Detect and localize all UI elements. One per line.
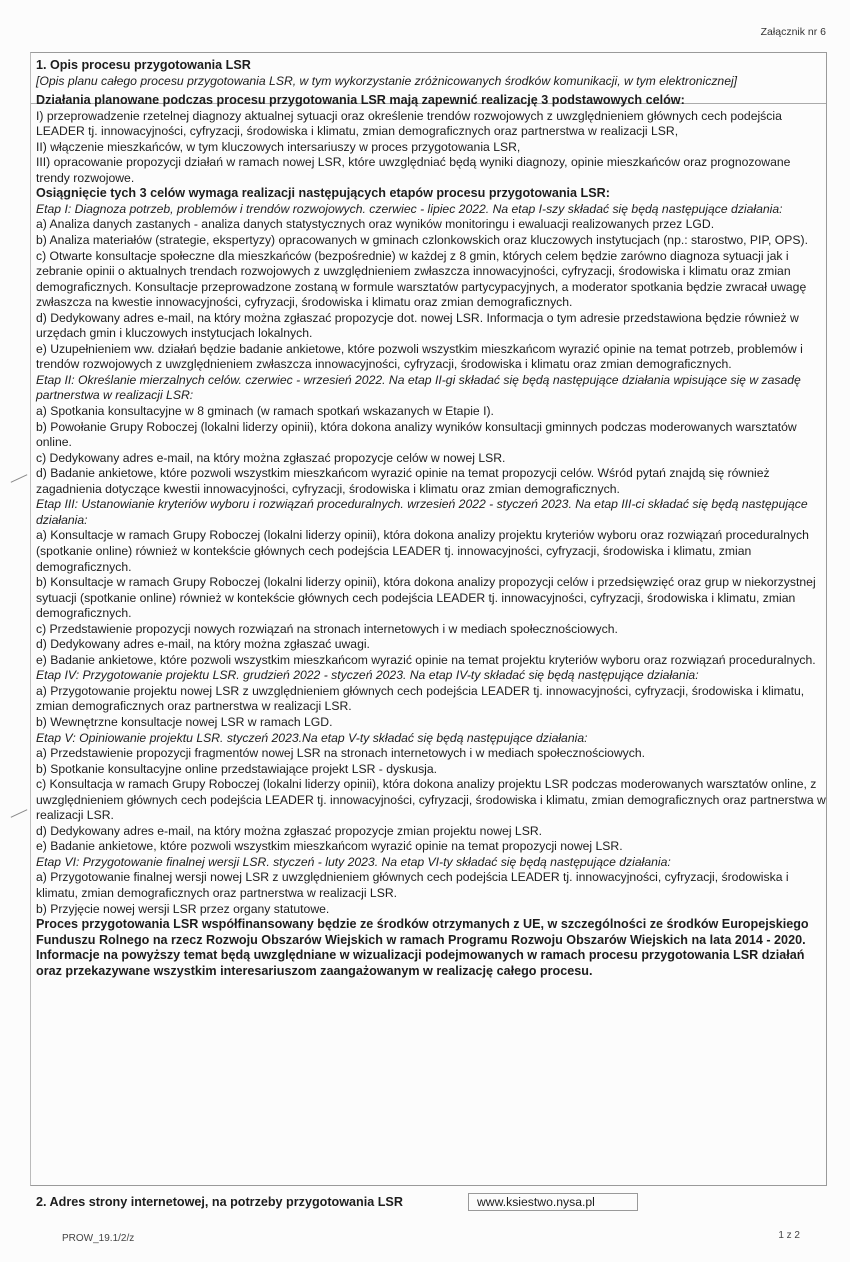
section-1-title: 1. Opis procesu przygotowania LSR (36, 58, 251, 72)
paragraph: c) Konsultacja w ramach Grupy Roboczej (lokalni liderzy opinii), która dokona analizy projektu LSR podczas moderowanych warsztatów online, z uwzględnieniem głównych cech podejścia LEADER tj. innowacyjności, cyfryzacji, środowiska i klimatu, zmian demograficznych oraz partnerstwa w realizacji LSR. (36, 777, 826, 823)
paragraph: I) przeprowadzenie rzetelnej diagnozy aktualnej sytuacji oraz określenie trendów rozwojowych z uwzględnieniem głównych cech podejścia LEADER tj. innowacyjności, cyfryzacji, środowiska i klimatu, zmian demograficznych oraz partnerstwa w realizacji LSR, (36, 108, 782, 139)
paragraph: b) Powołanie Grupy Roboczej (lokalni liderzy opinii), która dokona analizy wyników konsultacji gminnych podczas moderowanych warsztatów online. (36, 419, 797, 450)
paragraph: e) Uzupełnieniem ww. działań będzie badanie ankietowe, które pozwoli wszystkim mieszkańcom wyrazić opinie na temat potrzeb, problemów i trendów rozwojowych z uwzględnieniem zwłaszcza innowacyjności, cyfryzacji, środowiska i klimatu oraz zmian demograficznych. (36, 341, 803, 372)
stage-heading: Etap III: Ustanowianie kryteriów wyboru i rozwiązań proceduralnych. wrzesień 2022 - styczeń 2023. Na etap III-ci składać się będą następujące działania: (36, 497, 808, 527)
paragraph: a) Przygotowanie projektu nowej LSR z uwzględnieniem głównych cech podejścia LEADER tj. innowacyjności, cyfryzacji, środowiska i klimatu, zmian demograficznych oraz partnerstwa w realizacji LSR. (36, 683, 805, 714)
paragraph: d) Dedykowany adres e-mail, na który można zgłaszać uwagi. (36, 637, 370, 652)
stage-heading: Etap IV: Przygotowanie projektu LSR. grudzień 2022 - styczeń 2023. Na etap IV-ty składać się będą następujące działania: (36, 668, 699, 683)
paragraph: d) Badanie ankietowe, które pozwoli wszystkim mieszkańcom wyrazić opinie na temat propozycji celów. Wśród pytań znajdą się również zagadnienia dotyczące kwestii innowacyjności, cyfryzacji, środowiska i klimatu oraz zmian demograficznych. (36, 466, 770, 496)
paragraph: a) Konsultacje w ramach Grupy Roboczej (lokalni liderzy opinii), która dokona analizy projektu kryteriów wyboru oraz rozwiązań proceduralnych (spotkanie online) również w kontekście głównych cech podejścia LEADER tj. innowacyjności, cyfryzacji, środowiska i klimatu, zmian demograficznych. (36, 528, 809, 574)
paragraph: II) włączenie mieszkańców, w tym kluczowych intersariuszy w proces przygotowania LSR, (36, 139, 521, 154)
section-heading: Proces przygotowania LSR współfinansowany będzie ze środków otrzymanych z UE, w szczególności ze środków Europejskiego Funduszu Rolnego na rzecz Rozwoju Obszarów Wiejskich w ramach Programu Rozwoju Obszarów Wiejskich na lata 2014 - 2020. Informacje na powyższy temat będą uwzględniane w wizualizacji podejmowanych w ramach procesu przygotowania LSR działań oraz przekazywane wszystkim interesariuszom zaangażowanym w realizację całego procesu. (36, 917, 809, 978)
section-1-subtitle: [Opis planu całego procesu przygotowania LSR, w tym wykorzystanie zróżnicowanych środków komunikacji, w tym elektronicznej] (36, 73, 738, 88)
paragraph: a) Przygotowanie finalnej wersji nowej LSR z uwzględnieniem głównych cech podejścia LEADER tj. innowacyjności, cyfryzacji, środowiska i klimatu, zmian demograficznych oraz partnerstwa w realizacji LSR. (36, 870, 789, 900)
scan-mark (11, 809, 28, 818)
paragraph: c) Otwarte konsultacje społeczne dla mieszkańców (bezpośrednie) w każdej z 8 gmin, których celem będzie zarówno diagnoza sytuacji jak i zebranie opinii o aktualnych trendach rozwojowych z uwzględnieniem zwłaszcza innowacyjności, cyfryzacji, środowiska i klimatu oraz zmian demograficznych. Konsultacje przeprowadzone zostaną w formule warsztatów partycypacyjnych, a moderator spotkania będzie zwracał uwagę zwłaszcza na kwestie innowacyjności, cyfryzacji, środowiska i klimatu oraz zmian demograficznych. (36, 248, 807, 310)
paragraph: a) Analiza danych zastanych - analiza danych statystycznych oraz wyników monitoringu i ewaluacji realizowanych przez LGD. (36, 217, 715, 232)
form-code: PROW_19.1/2/z (62, 1233, 135, 1244)
stage-heading: Etap V: Opiniowanie projektu LSR. styczeń 2023.Na etap V-ty składać się będą następujące działania: (36, 730, 588, 745)
attachment-label: Załącznik nr 6 (760, 26, 826, 38)
paragraph: b) Analiza materiałów (strategie, ekspertyzy) opracowanych w gminach czlonkowskich oraz kluczowych instytucjach (np.: starostwo, PIP, OPS). (36, 233, 808, 248)
paragraph: b) Spotkanie konsultacyjne online przedstawiające projekt LSR - dyskusja. (36, 761, 438, 776)
paragraph: e) Badanie ankietowe, które pozwoli wszystkim mieszkańcom wyrazić opinie na temat projektu kryteriów wyboru oraz rozwiązań proceduralnych. (36, 652, 816, 667)
document-body (36, 58, 826, 979)
stage-heading: Etap I: Diagnoza potrzeb, problemów i trendów rozwojowych. czerwiec - lipiec 2022. Na etap I-szy składać się będą następujące działania: (36, 201, 783, 216)
paragraph: III) opracowanie propozycji działań w ramach nowej LSR, które uwzględniać będą wyniki diagnozy, opinie mieszkańców oraz prognozowane trendy rozwojowe. (36, 155, 791, 185)
paragraph: b) Wewnętrzne konsultacje nowej LSR w ramach LGD. (36, 714, 333, 729)
section-2-label: 2. Adres strony internetowej, na potrzeby przygotowania LSR (36, 1195, 403, 1209)
paragraph: a) Przedstawienie propozycji fragmentów nowej LSR na stronach internetowych i w mediach społecznościowych. (36, 746, 645, 761)
stage-heading: Etap II: Określanie mierzalnych celów. czerwiec - wrzesień 2022. Na etap II-gi składać się będą następujące działania wpisujące się w zasadę partnerstwa w realizacji LSR: (36, 372, 801, 403)
paragraph: e) Badanie ankietowe, które pozwoli wszystkim mieszkańcom wyrazić opinie na temat propozycji nowej LSR. (36, 839, 623, 854)
paragraph: b) Przyjęcie nowej wersji LSR przez organy statutowe. (36, 901, 330, 916)
paragraph: d) Dedykowany adres e-mail, na który można zgłaszać propozycje dot. nowej LSR. Informacja o tym adresie przedstawiona będzie również w urzędach gmin i kluczowych instytucjach lokalnych. (36, 310, 799, 341)
section-heading: Osiągnięcie tych 3 celów wymaga realizacji następujących etapów procesu przygotowania LSR: (36, 186, 610, 201)
website-url-field[interactable]: www.ksiestwo.nysa.pl (468, 1193, 638, 1211)
paragraph: d) Dedykowany adres e-mail, na który można zgłaszać propozycje zmian projektu nowej LSR. (36, 823, 543, 838)
page-number: 1 z 2 (778, 1230, 800, 1241)
stage-heading: Etap VI: Przygotowanie finalnej wersji LSR. styczeń - luty 2023. Na etap VI-ty składać się będą następujące działania: (36, 854, 671, 869)
scan-mark (11, 474, 28, 483)
paragraph: c) Dedykowany adres e-mail, na który można zgłaszać propozycje celów w nowej LSR. (36, 450, 506, 465)
paragraph: b) Konsultacje w ramach Grupy Roboczej (lokalni liderzy opinii), która dokona analizy propozycji celów i przedsięwzięć oraz grup w niekorzystnej sytuacji (spotkanie online) również w kontekście głównych cech podejścia LEADER tj. innowacyjności, cyfryzacji, środowiska i klimatu, zmian demograficznych. (36, 575, 816, 621)
paragraph: c) Przedstawienie propozycji nowych rozwiązań na stronach internetowych i w mediach społecznościowych. (36, 621, 618, 636)
paragraph: a) Spotkania konsultacyjne w 8 gminach (w ramach spotkań wskazanych w Etapie I). (36, 404, 494, 419)
section-heading: Działania planowane podczas procesu przygotowania LSR mają zapewnić realizację 3 podstawowych celów: (36, 93, 685, 108)
